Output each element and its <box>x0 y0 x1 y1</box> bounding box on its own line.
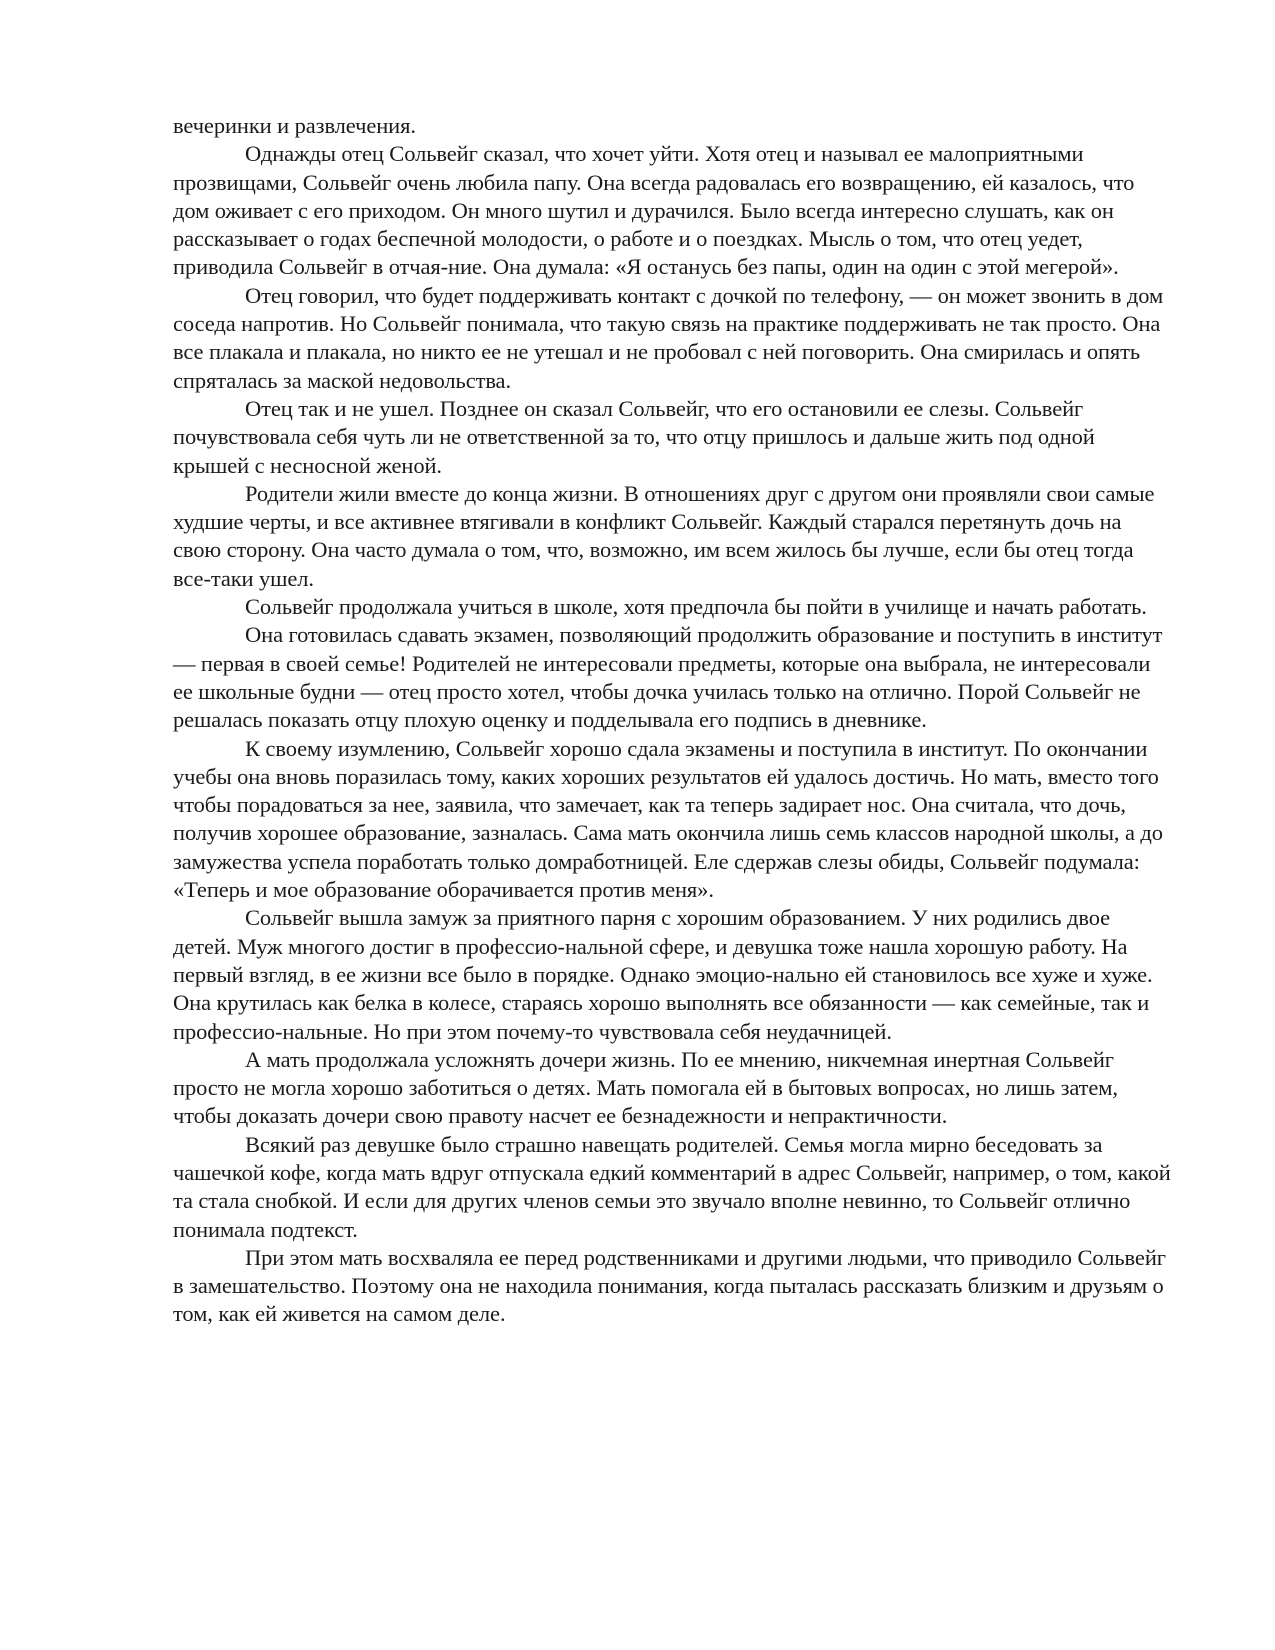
paragraph-2: Однажды отец Сольвейг сказал, что хочет уйти. Хотя отец и называл ее малоприятными прозвищами, Сольвейг очень любила папу. Она всегда радовалась его возвращению, ей казалось, что дом оживает с его приходом. Он много шутил и дурачился. Было всегда интересно слушать, как он рассказывает о годах беспечной молодости, о работе и о поездках. Мысль о том, что отец уедет, приводила Сольвейг в отчая-ние. Она думала: «Я останусь без папы, один на один с этой мегерой». <box>173 141 1135 280</box>
paragraph-1: вечеринки и развлечения. <box>173 113 416 138</box>
paragraph-5: Родители жили вместе до конца жизни. В отношениях друг с другом они проявляли свои самые худшие черты, и все активнее втягивали в конфликт Сольвейг. Каждый старался перетянуть дочь на свою сторону. Она часто думала о том, что, возможно, им всем жилось бы лучше, если бы отец тогда все-таки ушел. <box>173 480 1155 591</box>
paragraph-10: А мать продолжала усложнять дочери жизнь. По ее мнению, никчемная инертная Сольвейг просто не могла хорошо заботиться о детях. Мать помогала ей в бытовых вопросах, но лишь затем, чтобы доказать дочери свою правоту насчет ее безнадежности и непрактичности. <box>173 1046 1118 1129</box>
paragraph-8: К своему изумлению, Сольвейг хорошо сдала экзамены и поступила в институт. По окончании учебы она вновь поразилась тому, каких хороших результатов ей удалось достичь. Но мать, вместо того чтобы порадоваться за нее, заявила, что замечает, как та теперь задирает нос. Она считала, что дочь, получив хорошее образование, зазналась. Сама мать окончила лишь семь классов народной школы, а до замужества успела поработать только домработницей. Еле сдержав слезы обиды, Сольвейг подумала: «Теперь и мое образование оборачивается против меня». <box>173 735 1163 903</box>
paragraph-7: Она готовилась сдавать экзамен, позволяющий продолжить образование и поступить в институт — первая в своей семье! Родителей не интересовали предметы, которые она выбрала, не интересовали ее школьные будни — отец просто хотел, чтобы дочка училась только на отлично. Порой Сольвейг не решалась показать отцу плохую оценку и подделывала его подпись в дневнике. <box>173 622 1163 733</box>
paragraph-6: Сольвейг продолжала учиться в школе, хотя предпочла бы пойти в училище и начать работать. <box>245 594 1147 620</box>
document-page <box>173 112 1173 1329</box>
paragraph-4: Отец так и не ушел. Позднее он сказал Сольвейг, что его остановили ее слезы. Сольвейг почувствовала себя чуть ли не ответственной за то, что отцу пришлось и дальше жить под одной крышей с несносной женой. <box>173 395 1095 478</box>
paragraph-11: Всякий раз девушке было страшно навещать родителей. Семья могла мирно беседовать за чашечкой кофе, когда мать вдруг отпускала едкий комментарий в адрес Сольвейг, например, о том, какой та стала снобкой. И если для других членов семьи это звучало вполне невинно, то Сольвейг отлично понимала подтекст. <box>173 1131 1171 1242</box>
paragraph-12: При этом мать восхваляла ее перед родственниками и другими людьми, что приводило Сольвейг в замешательство. Поэтому она не находила понимания, когда пыталась рассказать близким и друзьям о том, как ей живется на самом деле. <box>173 1244 1166 1327</box>
paragraph-9: Сольвейг вышла замуж за приятного парня с хорошим образованием. У них родились двое детей. Муж многого достиг в профессио-нальной сфере, и девушка тоже нашла хорошую работу. На первый взгляд, в ее жизни все было в порядке. Однако эмоцио-нально ей становилось все хуже и хуже. Она крутилась как белка в колесе, стараясь хорошо выполнять все обязанности — как семейные, так и профессио-нальные. Но при этом почему-то чувствовала себя неудачницей. <box>173 905 1153 1044</box>
paragraph-3: Отец говорил, что будет поддерживать контакт с дочкой по телефону, — он может звонить в дом соседа напротив. Но Сольвейг понимала, что такую связь на практике поддерживать не так просто. Она все плакала и плакала, но никто ее не утешал и не пробовал с ней поговорить. Она смирилась и опять спряталась за маской недовольства. <box>173 282 1164 393</box>
